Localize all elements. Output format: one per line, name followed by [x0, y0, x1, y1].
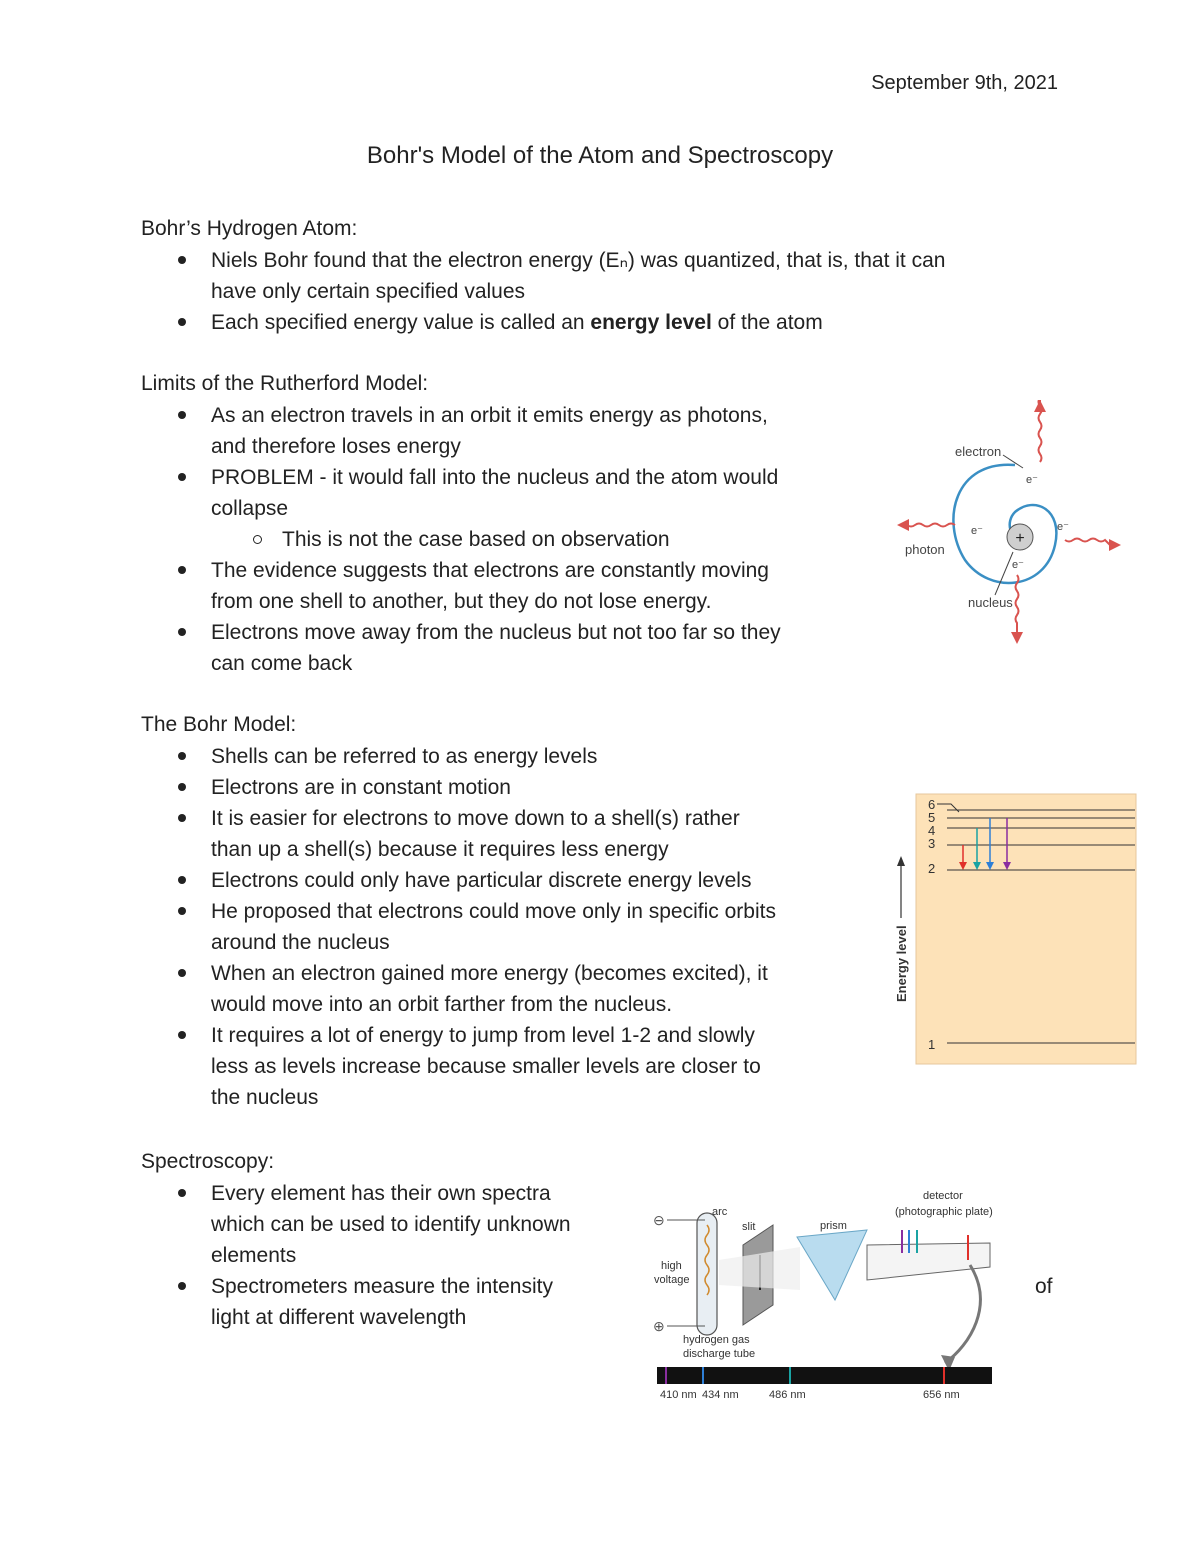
wavelength-label-434: 434 nm: [702, 1389, 739, 1401]
rutherford-sub-bullet: This is not the case based on observation: [282, 528, 670, 551]
bohr-bullet-7-line-1: It requires a lot of energy to jump from level 1-2 and slowly: [211, 1024, 755, 1047]
label-detector: detector: [923, 1190, 963, 1202]
bohr-bullet-6-line-2: would move into an orbit farther from the nucleus.: [211, 993, 673, 1016]
label-electron: electron: [955, 444, 1002, 459]
arrow-down-icon: [1011, 632, 1023, 644]
wavelength-label-410: 410 nm: [660, 1389, 697, 1401]
rutherford-bullet-1-line-2: and therefore loses energy: [211, 435, 461, 458]
arrow-left-icon: [897, 519, 909, 531]
spectroscopy-bullet-2-line-2: light at different wavelength: [211, 1306, 467, 1329]
bullet-dot: [178, 876, 186, 884]
section-heading-spectroscopy: Spectroscopy:: [141, 1150, 275, 1173]
rutherford-bullet-3-line-1: The evidence suggests that electrons are constantly moving: [211, 559, 769, 582]
label-tube-2: discharge tube: [683, 1348, 756, 1360]
bohr-bullet-7-line-2: less as levels increase because smaller levels are closer to: [211, 1055, 761, 1078]
bullet-dot: [178, 814, 186, 822]
rutherford-bullet-2-line-1: PROBLEM - it would fall into the nucleus and the atom would: [211, 466, 779, 489]
rutherford-bullet-2-line-2: collapse: [211, 497, 289, 520]
rutherford-atom-figure: [895, 400, 1130, 650]
nucleus-leader-line: [995, 552, 1013, 595]
level-label-4: 4: [928, 823, 936, 838]
section-heading-hydrogen: Bohr’s Hydrogen Atom:: [141, 217, 358, 240]
document-date: September 9th, 2021: [871, 72, 1058, 94]
energy-diagram-background: [916, 794, 1136, 1064]
bullet-dot: [178, 473, 186, 481]
bullet-dot: [178, 783, 186, 791]
spectroscopy-bullet-1-line-3: elements: [211, 1244, 297, 1267]
spectroscopy-bullet-1-line-2: which can be used to identify unknown: [211, 1213, 571, 1236]
rutherford-bullet-1-line-1: As an electron travels in an orbit it emits energy as photons,: [211, 404, 768, 427]
bohr-bullet-7-line-3: the nucleus: [211, 1086, 319, 1109]
bohr-bullet-4: Electrons could only have particular discrete energy levels: [211, 869, 752, 892]
hydrogen-bullet-2: Each specified energy value is called an energy level of the atom: [211, 311, 823, 334]
label-prism: prism: [820, 1220, 847, 1232]
bohr-bullet-3-line-1: It is easier for electrons to move down to a shell(s) rather: [211, 807, 740, 830]
arrow-right-icon: [1109, 539, 1121, 551]
prism: [797, 1230, 867, 1300]
bohr-bullet-6-line-1: When an electron gained more energy (becomes excited), it: [211, 962, 768, 985]
spectroscopy-bullet-2-line-1: Spectrometers measure the intensity: [211, 1275, 553, 1298]
bullet-dot: [178, 907, 186, 915]
level-label-2: 2: [928, 861, 936, 876]
spectrum-strip: [657, 1367, 992, 1384]
rutherford-bullet-3-line-2: from one shell to another, but they do not lose energy.: [211, 590, 712, 613]
wavelength-label-656: 656 nm: [923, 1389, 960, 1401]
bullet-dot: [178, 752, 186, 760]
section-heading-bohr-model: The Bohr Model:: [141, 713, 297, 736]
arrow-up-icon: [1034, 400, 1046, 412]
label-photon: photon: [905, 542, 945, 557]
label-tube-1: hydrogen gas: [683, 1334, 750, 1346]
label-e-minus-right: e⁻: [1057, 521, 1069, 533]
bohr-bullet-5-line-1: He proposed that electrons could move only in specific orbits: [211, 900, 776, 923]
rutherford-bullet-4-line-1: Electrons move away from the nucleus but not too far so they: [211, 621, 781, 644]
label-e-minus-left: e⁻: [971, 525, 983, 537]
bullet-dot: [178, 411, 186, 419]
energy-axis-label: Energy level: [894, 925, 909, 1002]
detector-plate: [867, 1243, 990, 1280]
label-voltage: voltage: [654, 1274, 690, 1286]
bullet-dot: [178, 969, 186, 977]
label-detector-2: (photographic plate): [895, 1206, 993, 1218]
bullet-dot: [178, 628, 186, 636]
level-label-1: 1: [928, 1037, 936, 1052]
sub-bullet-circle: [253, 535, 262, 544]
spectroscopy-bullet-2-of: of: [1035, 1275, 1053, 1298]
label-high: high: [661, 1260, 682, 1272]
label-slit: slit: [742, 1221, 756, 1233]
photon-wave-down: [1016, 575, 1019, 635]
level-label-3: 3: [928, 836, 936, 851]
bullet-dot: [178, 256, 186, 264]
level-label-5: 5: [928, 810, 936, 825]
section-heading-rutherford: Limits of the Rutherford Model:: [141, 372, 429, 395]
bohr-bullet-5-line-2: around the nucleus: [211, 931, 390, 954]
terminal-positive-icon: ⊕: [653, 1318, 665, 1334]
spectroscopy-bullet-1-line-1: Every element has their own spectra: [211, 1182, 551, 1205]
label-arc: arc: [712, 1206, 728, 1218]
axis-arrow-up-icon: [897, 856, 905, 866]
bohr-bullet-1: Shells can be referred to as energy levels: [211, 745, 598, 768]
bullet-dot: [178, 1189, 186, 1197]
nucleus-plus: +: [1015, 530, 1025, 547]
terminal-negative-icon: ⊖: [653, 1212, 665, 1228]
bohr-bullet-3-line-2: than up a shell(s) because it requires less energy: [211, 838, 669, 861]
label-e-minus-top: e⁻: [1026, 474, 1038, 486]
hydrogen-bullet-1-line-2: have only certain specified values: [211, 280, 526, 303]
curved-arrow: [945, 1265, 980, 1363]
bohr-bullet-2: Electrons are in constant motion: [211, 776, 511, 799]
photon-wave-left: [907, 524, 955, 527]
label-nucleus: nucleus: [968, 595, 1013, 610]
photon-wave-right: [1065, 539, 1110, 546]
bullet-dot: [178, 318, 186, 326]
bullet-dot: [178, 1031, 186, 1039]
hydrogen-bullet-1-line-1: Niels Bohr found that the electron energy (Eₙ) was quantized, that is, that it can: [211, 249, 946, 272]
energy-level-diagram: [885, 790, 1137, 1068]
rutherford-bullet-4-line-2: can come back: [211, 652, 353, 675]
level-label-6: 6: [928, 797, 936, 812]
spectrometer-figure: [645, 1185, 1000, 1407]
label-e-minus-bottom: e⁻: [1012, 559, 1024, 571]
electron-spiral-path: [953, 465, 1056, 583]
bullet-dot: [178, 1282, 186, 1290]
page-title: Bohr's Model of the Atom and Spectroscopy: [366, 142, 834, 169]
wavelength-label-486: 486 nm: [769, 1389, 806, 1401]
bullet-dot: [178, 566, 186, 574]
energy-level-term: energy level: [590, 311, 712, 334]
